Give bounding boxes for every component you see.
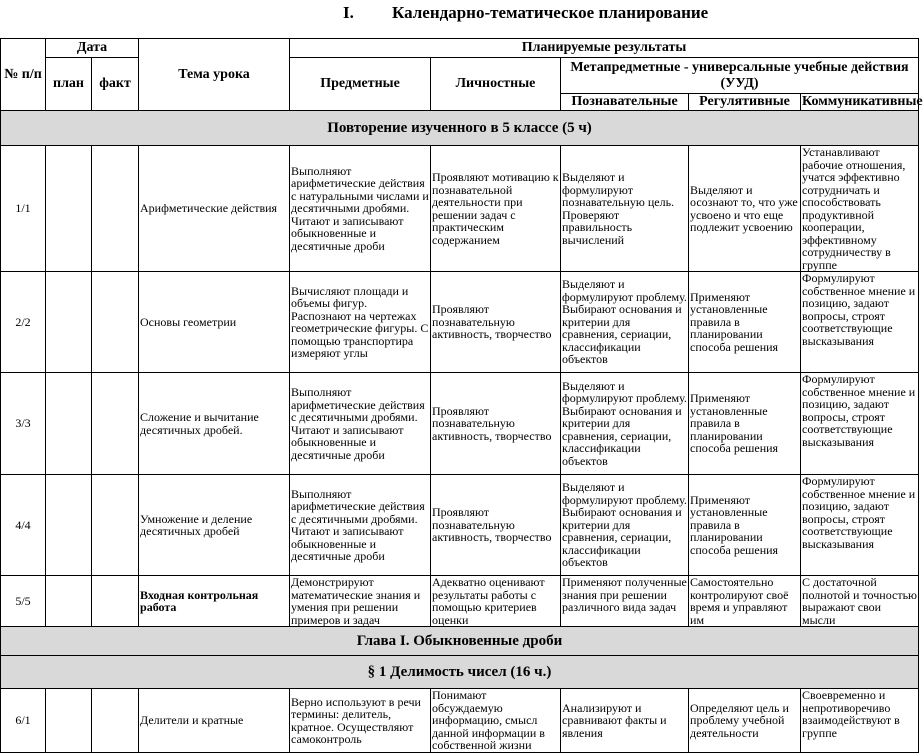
row-personal: Проявляют познавательную активность, творчество (431, 475, 561, 576)
row-num: 4/4 (1, 475, 46, 576)
row-plan-date (46, 576, 92, 627)
row-num: 6/1 (1, 689, 46, 753)
row-num: 3/3 (1, 373, 46, 475)
header-cognitive: Познавательные (561, 94, 689, 111)
section-row (1, 111, 919, 146)
row-communicative: Формулируют собственное мнение и позицию, задают вопросы, строят соответствующие высказывания (801, 373, 919, 475)
row-topic: Умножение и деление десятичных дробей (139, 475, 290, 576)
table-row (1, 576, 919, 627)
table-row (1, 373, 919, 475)
row-fact-date (92, 146, 139, 272)
header-subject: Предметные (290, 58, 431, 111)
row-fact-date (92, 576, 139, 627)
row-cognitive: Выделяют и формулируют проблему. Выбирают основания и критерии для сравнения, сериации, классификации объектов (561, 475, 689, 576)
section-row (1, 627, 919, 656)
row-regulatory: Определяют цель и проблему учебной деятельности (689, 689, 801, 753)
header-row-2 (1, 58, 919, 94)
header-personal: Личностные (431, 58, 561, 111)
row-personal: Адекватно оценивают результаты работы с помощью критериев оценки (431, 576, 561, 627)
table-row (1, 146, 919, 272)
row-regulatory: Самостоятельно контролируют своё время и управляют им (689, 576, 801, 627)
table-row (1, 689, 919, 753)
title-number: I. (343, 3, 354, 22)
row-topic: Делители и кратные (139, 689, 290, 753)
row-cognitive: Анализируют и сравнивают факты и явления (561, 689, 689, 753)
row-communicative: С достаточной полнотой и точностью выражают свои мысли (802, 575, 917, 627)
row-topic: Арифметические действия (139, 146, 290, 272)
section-paragraph: § 1 Делимость чисел (16 ч.) (1, 656, 919, 689)
row-topic: Входная контрольная работа (139, 576, 290, 627)
row-num: 5/5 (1, 576, 46, 627)
header-regulatory: Регулятивные (689, 94, 801, 111)
header-topic: Тема урока (139, 39, 290, 111)
row-regulatory: Применяют установленные правила в планировании способа решения (689, 475, 801, 576)
row-plan-date (46, 373, 92, 475)
row-subject: Выполняют арифметические действия с десятичными дробями. Читают и записывают обыкновенные и десятичные дроби (290, 475, 431, 576)
row-fact-date (92, 272, 139, 373)
table-row (1, 475, 919, 576)
plan-table-container (0, 38, 923, 752)
row-fact-date (92, 475, 139, 576)
row-plan-date (46, 689, 92, 753)
title-text: Календарно-тематическое планирование (392, 3, 709, 22)
row-num: 2/2 (1, 272, 46, 373)
header-fact: факт (92, 58, 139, 111)
row-plan-date (46, 475, 92, 576)
row-personal: Проявляют мотивацию к познавательной деятельности при решении задач с практическим содержанием (431, 146, 561, 272)
header-num: № п/п (1, 39, 46, 111)
row-num: 1/1 (1, 146, 46, 272)
table-row (1, 272, 919, 373)
row-personal: Проявляют познавательную активность, творчество (431, 272, 561, 373)
header-date: Дата (46, 39, 139, 58)
section-row (1, 656, 919, 689)
section-chapter: Глава I. Обыкновенные дроби (1, 627, 919, 656)
header-row-1 (1, 39, 919, 58)
row-topic: Сложение и вычитание десятичных дробей. (139, 373, 290, 475)
row-topic: Основы геометрии (139, 272, 290, 373)
row-subject: Выполняют арифметические действия с натуральными числами и десятичными дробями. Читают и записывают обыкновенные и десятичные дроби (290, 146, 431, 272)
plan-table (0, 38, 923, 753)
row-regulatory: Применяют установленные правила в планировании способа решения (689, 373, 801, 475)
row-regulatory: Выделяют и осознают то, что уже усвоено и что еще подлежит усвоению (689, 146, 801, 272)
row-subject: Верно используют в речи термины: делитель, кратное. Осуществляют самоконтроль (290, 689, 431, 753)
row-cognitive: Выделяют и формулируют познавательную цель. Проверяют правильность вычислений (561, 146, 689, 272)
row-communicative: Устанавливают рабочие отношения, учатся эффективно сотрудничать и способствовать продуктивной кооперации, эффективному сотрудничеству в группе (801, 146, 919, 272)
row-subject: Выполняют арифметические действия с десятичными дробями. Читают и записывают обыкновенные и десятичные дроби (290, 373, 431, 475)
header-plan: план (46, 58, 92, 111)
row-personal: Понимают обсуждаемую информацию, смысл данной информации в собственной жизни (431, 689, 561, 753)
row-plan-date (46, 146, 92, 272)
page-title (0, 2, 816, 24)
row-cognitive: Выделяют и формулируют проблему. Выбирают основания и критерии для сравнения, сериации, классификации объектов (561, 272, 689, 373)
header-planned: Планируемые результаты (290, 39, 919, 58)
row-plan-date (46, 272, 92, 373)
row-communicative: Формулируют собственное мнение и позицию, задают вопросы, строят соответствующие высказывания (801, 272, 919, 373)
row-regulatory: Применяют установленные правила в планировании способа решения (689, 272, 801, 373)
row-communicative: Своевременно и непротиворечиво взаимодействуют в группе (801, 689, 919, 753)
header-communicative: Коммуникативные (802, 94, 923, 109)
row-personal: Проявляют познавательную активность, творчество (431, 373, 561, 475)
row-subject: Вычисляют площади и объемы фигур. Распознают на чертежах геометрические фигуры. С помощью транспортира измеряют углы (290, 272, 431, 373)
row-fact-date (92, 689, 139, 753)
section-review: Повторение изученного в 5 классе (5 ч) (1, 111, 919, 146)
row-fact-date (92, 373, 139, 475)
row-cognitive: Применяют полученные знания при решении различного вида задач (561, 576, 689, 627)
row-communicative: Формулируют собственное мнение и позицию, задают вопросы, строят соответствующие высказывания (801, 475, 919, 576)
row-subject: Демонстрируют математические знания и умения при решении примеров и задач (290, 576, 431, 627)
row-cognitive: Выделяют и формулируют проблему. Выбирают основания и критерии для сравнения, сериации, классификации объектов (561, 373, 689, 475)
header-meta: Метапредметные - универсальные учебные действия (УУД) (561, 58, 919, 94)
